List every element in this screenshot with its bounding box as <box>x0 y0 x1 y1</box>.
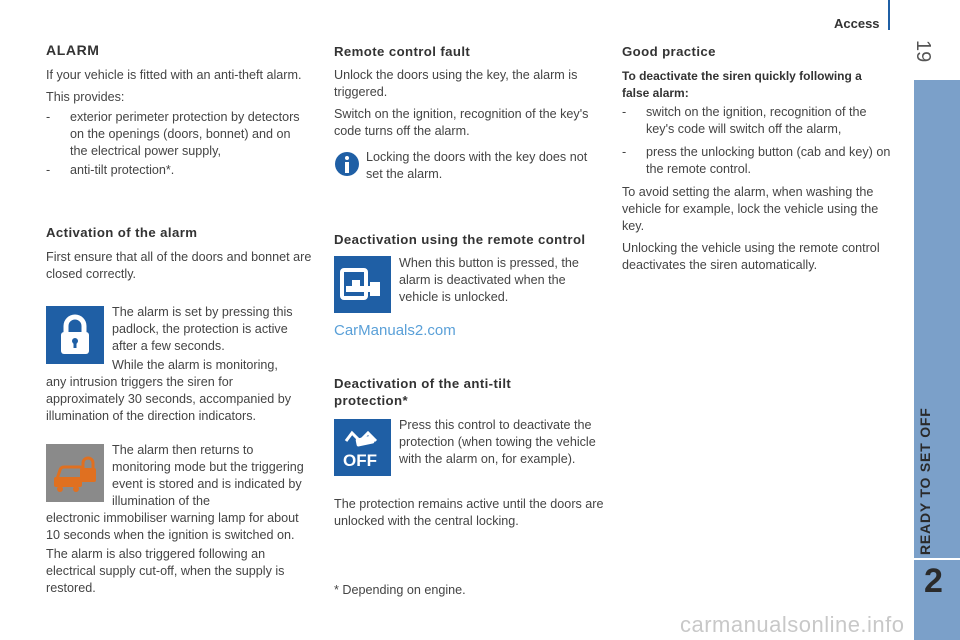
alarm-warning-lamp-icon <box>46 444 104 502</box>
off-label: OFF <box>343 451 377 470</box>
header-section-title: Access <box>834 16 880 31</box>
alarm-provides: This provides: <box>46 90 125 104</box>
deact-remote-title: Deactivation using the remote control <box>334 232 586 247</box>
anti-tilt-off-icon <box>334 419 391 476</box>
good-practice-title: Good practice <box>622 44 716 59</box>
watermark-carmanuals: CarManuals2.com <box>334 322 456 339</box>
remote-fault-title: Remote control fault <box>334 44 471 59</box>
activation-intro: First ensure that all of the doors and bonnet are closed correctly. <box>46 250 312 281</box>
chapter-sidebar <box>914 80 960 640</box>
bullet-dash: - <box>46 110 51 124</box>
fault-unlock-text: Unlock the doors using the key, the alarm is triggered. <box>334 68 578 99</box>
bullet-dash: - <box>622 145 627 159</box>
info-icon <box>334 150 360 178</box>
monitoring-text-b: any intrusion triggers the siren for approximately 30 seconds, accompanied by illumination of the direction indicators. <box>46 375 292 423</box>
supply-text: The alarm is also triggered following an electrical supply cut-off, when the supply is restored. <box>46 547 285 595</box>
chapter-divider <box>914 558 960 560</box>
alarm-intro: If your vehicle is fitted with an anti-theft alarm. <box>46 68 302 82</box>
good-unlocking-text: Unlocking the vehicle using the remote control deactivates the siren automatically. <box>622 241 880 272</box>
footnote: * Depending on engine. <box>334 583 466 597</box>
fault-ignition-text: Switch on the ignition, recognition of the key's code turns off the alarm. <box>334 107 589 138</box>
footer-watermark: carmanualsonline.info <box>680 612 905 637</box>
alarm-title: ALARM <box>46 42 100 58</box>
page-number: 19 <box>912 40 934 63</box>
padlock-text: The alarm is set by pressing this padlock, the protection is active after a few seconds. <box>112 305 293 353</box>
false-alarm-subtitle: To deactivate the siren quickly following a false alarm: <box>622 69 862 100</box>
chapter-number: 2 <box>924 562 943 600</box>
bullet-dash: - <box>622 105 627 119</box>
remote-deactivation-button-icon <box>334 256 391 313</box>
deact-remote-text: When this button is pressed, the alarm is deactivated when the vehicle is unlocked. <box>399 256 579 304</box>
header-rule <box>888 0 890 30</box>
good-bullet-unlock: press the unlocking button (cab and key) on the remote control. <box>646 145 891 176</box>
protection-active-text: The protection remains active until the doors are unlocked with the central locking. <box>334 497 604 528</box>
deact-tilt-text: Press this control to deactivate the protection (when towing the vehicle with the alarm on, for example). <box>399 418 596 466</box>
alarm-bullet-antitilt: anti-tilt protection*. <box>70 163 175 177</box>
returns-text-b: electronic immobiliser warning lamp for about 10 seconds when the ignition is switched on. <box>46 511 299 542</box>
good-bullet-ignition: switch on the ignition, recognition of the key's code will switch off the alarm, <box>646 105 867 136</box>
monitoring-text-a: While the alarm is monitoring, <box>112 358 278 372</box>
alarm-bullet-perimeter: exterior perimeter protection by detectors on the openings (doors, bonnet) and on the electrical power supply, <box>70 110 300 158</box>
good-washing-text: To avoid setting the alarm, when washing the vehicle for example, lock the vehicle using the key. <box>622 185 879 233</box>
returns-text-a: The alarm then returns to monitoring mode but the triggering event is stored and is indicated by illumination of the <box>112 443 304 508</box>
deact-tilt-title: Deactivation of the anti-tilt protection* <box>334 376 512 408</box>
chapter-title: READY TO SET OFF <box>917 407 933 555</box>
padlock-icon <box>46 306 104 364</box>
bullet-dash: - <box>46 163 51 177</box>
activation-title: Activation of the alarm <box>46 225 198 240</box>
info-text: Locking the doors with the key does not set the alarm. <box>366 150 588 181</box>
